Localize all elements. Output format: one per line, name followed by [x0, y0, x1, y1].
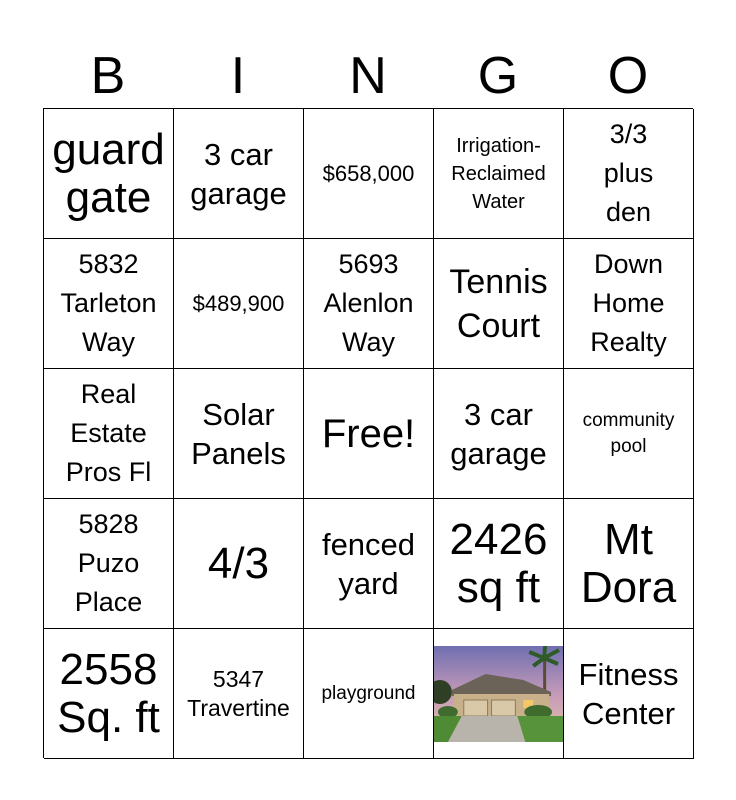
- bingo-cell[interactable]: [434, 109, 564, 239]
- bingo-cell[interactable]: [434, 369, 564, 499]
- bingo-cell[interactable]: [174, 239, 304, 369]
- header-letter-n: N: [349, 47, 387, 105]
- header-letter-o: O: [607, 47, 649, 105]
- cell-text: Mt Dora: [580, 514, 677, 612]
- cell-text: 5832 Tarleton Way: [60, 249, 157, 357]
- cell-text: Tennis Court: [449, 262, 548, 345]
- bingo-cell[interactable]: [564, 629, 694, 759]
- bingo-cell[interactable]: [564, 239, 694, 369]
- cell-text: 3 car garage: [190, 136, 287, 211]
- cell-text: Solar Panels: [191, 396, 286, 471]
- bingo-cell[interactable]: [304, 629, 434, 759]
- bingo-cell[interactable]: [174, 499, 304, 629]
- bingo-cell[interactable]: [174, 629, 304, 759]
- cell-text: Real Estate Pros Fl: [65, 379, 152, 487]
- bingo-cell[interactable]: [304, 239, 434, 369]
- bingo-board: [43, 108, 693, 758]
- cell-text: Fitness Center: [578, 656, 679, 731]
- bingo-cell[interactable]: [44, 499, 174, 629]
- bingo-cell[interactable]: [564, 109, 694, 239]
- bingo-cell-free[interactable]: [304, 369, 434, 499]
- cell-text: playground: [321, 682, 416, 704]
- cell-text: 3/3 plus den: [603, 119, 654, 227]
- bingo-cell[interactable]: [304, 109, 434, 239]
- cell-text: 2558 Sq. ft: [57, 644, 160, 742]
- bingo-cell[interactable]: [44, 239, 174, 369]
- header-letter-g: G: [477, 47, 519, 105]
- cell-text: 5347 Travertine: [187, 665, 290, 721]
- header-letter-i: I: [230, 47, 246, 105]
- bingo-cell[interactable]: [174, 109, 304, 239]
- bingo-cell[interactable]: [564, 499, 694, 629]
- cell-text: Down Home Realty: [590, 249, 667, 357]
- cell-text: $658,000: [322, 160, 415, 186]
- cell-text: 4/3: [207, 538, 270, 588]
- house-photo-icon: [434, 646, 563, 742]
- bingo-cell-image[interactable]: [434, 629, 564, 759]
- cell-text: fenced yard: [321, 526, 416, 601]
- bingo-cell[interactable]: [304, 499, 434, 629]
- cell-text: 2426 sq ft: [449, 514, 548, 612]
- bingo-cell[interactable]: [434, 499, 564, 629]
- bingo-cell[interactable]: [174, 369, 304, 499]
- bingo-cell[interactable]: [564, 369, 694, 499]
- bingo-cell[interactable]: [44, 109, 174, 239]
- bingo-cell[interactable]: [434, 239, 564, 369]
- header-letter-b: B: [90, 47, 126, 105]
- bingo-cell[interactable]: [44, 369, 174, 499]
- bingo-cell[interactable]: [44, 629, 174, 759]
- cell-text: 5693 Alenlon Way: [323, 249, 414, 357]
- cell-text: guard gate: [52, 124, 165, 222]
- cell-text: 5828 Puzo Place: [74, 509, 143, 617]
- cell-text: Irrigation- Reclaimed Water: [451, 134, 546, 213]
- cell-text: 3 car garage: [450, 396, 547, 471]
- free-space-text: Free!: [321, 411, 416, 456]
- cell-text: community pool: [582, 409, 675, 457]
- bingo-header: [43, 44, 693, 108]
- cell-text: $489,900: [192, 290, 285, 316]
